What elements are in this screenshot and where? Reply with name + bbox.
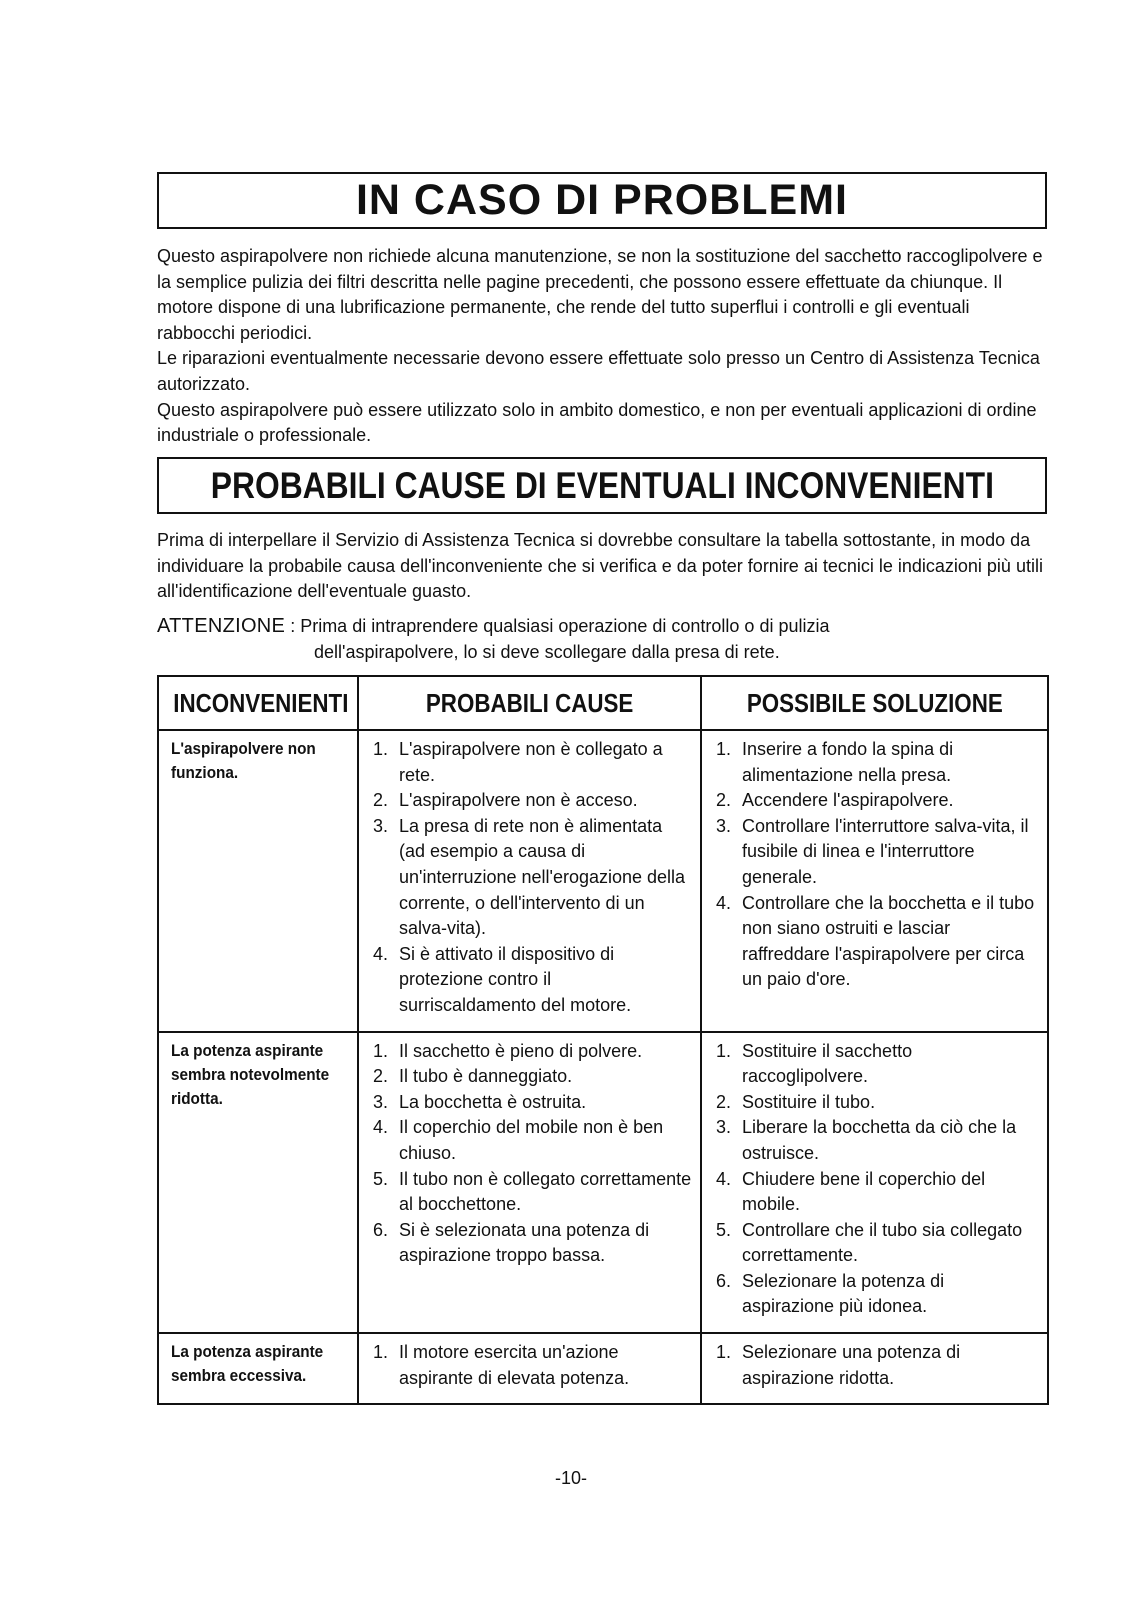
item-text: Si è attivato il dispositivo di protezione contro il surriscaldamento del motore. bbox=[399, 943, 632, 1015]
item-text: La bocchetta è ostruita. bbox=[399, 1091, 587, 1112]
cause-item bbox=[367, 1340, 692, 1391]
table-row bbox=[158, 1032, 1048, 1334]
item-number: 4. bbox=[716, 892, 732, 913]
table-row bbox=[158, 730, 1048, 1032]
item-text: L'aspirapolvere non è collegato a rete. bbox=[399, 739, 663, 785]
cause-item bbox=[367, 1090, 692, 1116]
causes-cell bbox=[358, 1333, 701, 1404]
problem-cell bbox=[158, 730, 358, 1032]
intro-paragraph: Questo aspirapolvere non richiede alcuna manutenzione, se non la sostituzione del sacchetto raccoglipolvere e la semplice pulizia dei filtri descritta nelle pagine precedenti, che possono essere effettuate da chiunque. Il motore dispone di una lubrificazione permanente, che rende del tutto superflui i controlli e gli eventuali rabbocchi periodici. bbox=[157, 246, 1043, 343]
item-text: Accendere l'aspirapolvere. bbox=[742, 790, 954, 811]
item-text: Si è selezionata una potenza di aspirazione troppo bassa. bbox=[399, 1219, 650, 1266]
intro-paragraph: Questo aspirapolvere può essere utilizzato solo in ambito domestico, e non per eventuali applicazioni di ordine industriale o professionale. bbox=[157, 399, 1037, 446]
page-number: -10- bbox=[554, 1468, 587, 1488]
item-number: 6. bbox=[373, 1219, 389, 1240]
item-text: Il motore esercita un'azione aspirante di elevata potenza. bbox=[399, 1342, 630, 1388]
problem-text: La potenza aspirante sembra eccessiva. bbox=[171, 1342, 324, 1386]
solutions-cell bbox=[701, 1032, 1048, 1334]
item-number: 2. bbox=[716, 1091, 732, 1112]
item-text: Il coperchio del mobile non è ben chiuso. bbox=[399, 1117, 664, 1163]
header-solutions: POSSIBILE SOLUZIONE bbox=[701, 676, 1048, 730]
table-header-row bbox=[158, 676, 1048, 730]
problem-cell bbox=[158, 1333, 358, 1404]
solution-item bbox=[710, 1167, 1039, 1218]
item-number: 2. bbox=[373, 1066, 389, 1087]
attention-label: ATTENZIONE bbox=[157, 615, 286, 637]
cause-item bbox=[367, 1039, 692, 1065]
solution-item bbox=[710, 1090, 1039, 1116]
table-body bbox=[158, 730, 1048, 1404]
solution-item bbox=[710, 1039, 1039, 1090]
problem-cell bbox=[158, 1032, 358, 1334]
item-text: Selezionare la potenza di aspirazione più idonea. bbox=[742, 1270, 945, 1317]
item-number: 4. bbox=[373, 943, 389, 964]
cause-item bbox=[367, 1218, 692, 1269]
item-text: Il tubo è danneggiato. bbox=[399, 1066, 573, 1087]
attention-line-2: dell'aspirapolvere, lo si deve scollegare dalla presa di rete. bbox=[314, 642, 780, 662]
item-number: 4. bbox=[373, 1117, 389, 1138]
item-number: 5. bbox=[373, 1168, 389, 1189]
problem-text: La potenza aspirante sembra notevolmente ridotta. bbox=[171, 1040, 330, 1108]
solutions-cell bbox=[701, 730, 1048, 1032]
cause-item bbox=[367, 1064, 692, 1090]
item-text: Il sacchetto è pieno di polvere. bbox=[399, 1040, 643, 1061]
item-text: Il tubo non è collegato correttamente al bocchettone. bbox=[399, 1168, 692, 1215]
item-text: La presa di rete non è alimentata (ad esempio a causa di un'interruzione nell'erogazione della corrente, o dell'intervento di un salva-vita). bbox=[399, 815, 686, 939]
item-text: Sostituire il tubo. bbox=[742, 1091, 876, 1112]
item-number: 3. bbox=[716, 1117, 732, 1138]
cause-item bbox=[367, 814, 692, 942]
item-text: Sostituire il sacchetto raccoglipolvere. bbox=[742, 1040, 913, 1087]
solutions-cell bbox=[701, 1333, 1048, 1404]
attention-line-1: : Prima di intraprendere qualsiasi operazione di controllo o di pulizia bbox=[285, 616, 830, 636]
attention-note bbox=[157, 613, 1050, 665]
item-text: Controllare che la bocchetta e il tubo non siano ostruiti e lasciar raffreddare l'aspirapolvere per circa un paio d'ore. bbox=[742, 892, 1035, 990]
solution-item bbox=[710, 788, 1039, 814]
solution-item bbox=[710, 1218, 1039, 1269]
item-number: 5. bbox=[716, 1219, 732, 1240]
title-box-problems bbox=[157, 172, 1047, 229]
solution-item bbox=[710, 814, 1039, 891]
item-number: 2. bbox=[373, 790, 389, 811]
causes-cell bbox=[358, 1032, 701, 1334]
item-text: Controllare l'interruttore salva-vita, il fusibile di linea e l'interruttore generale. bbox=[742, 815, 1029, 887]
troubleshooting-table bbox=[157, 675, 1049, 1405]
item-number: 3. bbox=[373, 815, 389, 836]
item-text: Selezionare una potenza di aspirazione ridotta. bbox=[742, 1342, 961, 1388]
item-number: 1. bbox=[373, 1040, 389, 1061]
solution-item bbox=[710, 1269, 1039, 1320]
cause-item bbox=[367, 737, 692, 788]
solution-item bbox=[710, 891, 1039, 993]
item-text: L'aspirapolvere non è acceso. bbox=[399, 790, 638, 811]
item-number: 1. bbox=[373, 1342, 389, 1363]
cause-item bbox=[367, 942, 692, 1019]
cause-intro-text: Prima di interpellare il Servizio di Assistenza Tecnica si dovrebbe consultare la tabella sottostante, in modo da individuare la probabile causa dell'inconveniente che si verifica e da poter fornire ai tecnici le indicazioni più utili all'identificazione dell'eventuale guasto. bbox=[157, 530, 1043, 602]
table-row bbox=[158, 1333, 1048, 1404]
item-text: Liberare la bocchetta da ciò che la ostruisce. bbox=[742, 1117, 1017, 1163]
cause-item bbox=[367, 1167, 692, 1218]
intro-paragraph: Le riparazioni eventualmente necessarie devono essere effettuate solo presso un Centro di Assistenza Tecnica autorizzato. bbox=[157, 348, 1040, 394]
item-number: 1. bbox=[373, 739, 389, 759]
intro-text bbox=[157, 244, 1050, 449]
page-title: IN CASO DI PROBLEMI bbox=[355, 176, 849, 224]
solution-item bbox=[710, 1340, 1039, 1391]
item-text: Controllare che il tubo sia collegato correttamente. bbox=[742, 1219, 1023, 1266]
item-number: 4. bbox=[716, 1168, 732, 1189]
causes-cell bbox=[358, 730, 701, 1032]
item-number: 1. bbox=[716, 1342, 732, 1363]
item-number: 1. bbox=[716, 739, 732, 759]
solution-item bbox=[710, 737, 1039, 788]
item-number: 1. bbox=[716, 1040, 732, 1061]
cause-item bbox=[367, 1115, 692, 1166]
item-text: Inserire a fondo la spina di alimentazione nella presa. bbox=[742, 739, 954, 785]
problem-text: L'aspirapolvere non funziona. bbox=[171, 739, 316, 782]
item-text: Chiudere bene il coperchio del mobile. bbox=[742, 1168, 986, 1215]
item-number: 2. bbox=[716, 790, 732, 811]
cause-item bbox=[367, 788, 692, 814]
section-title: PROBABILI CAUSE DI EVENTUALI INCONVENIENTI bbox=[210, 464, 994, 506]
solution-item bbox=[710, 1115, 1039, 1166]
item-number: 3. bbox=[373, 1091, 389, 1112]
header-problems: INCONVENIENTI bbox=[158, 676, 358, 730]
item-number: 3. bbox=[716, 815, 732, 836]
header-causes: PROBABILI CAUSE bbox=[358, 676, 701, 730]
item-number: 6. bbox=[716, 1270, 732, 1291]
title-box-causes bbox=[157, 457, 1047, 514]
